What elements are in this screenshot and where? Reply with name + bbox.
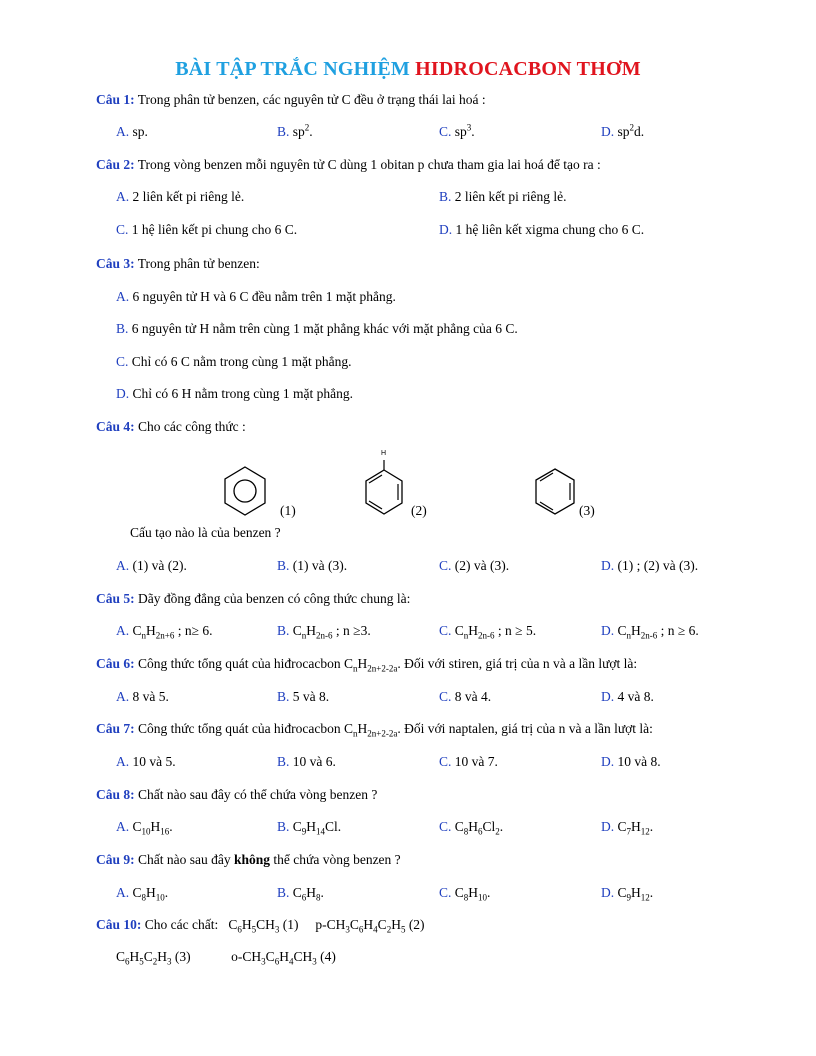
options-2-row-2: [0, 222, 816, 242]
question-label: Câu 3:: [96, 256, 135, 271]
option-b: B. $sp^2$.: [277, 122, 313, 139]
option-b: B. 2 liên kết pi riêng lẻ.: [439, 189, 567, 204]
options-9: [0, 885, 816, 905]
option-a: A. 10 và 5.: [116, 754, 176, 769]
page-title: [0, 58, 816, 81]
question-text: Trong vòng benzen mỗi nguyên tử C dùng 1 obitan p chưa tham gia lai hoá để tạo ra :: [137, 157, 601, 172]
question-5: [96, 591, 410, 607]
option-d: D. $C_7H_{12}$.: [601, 819, 654, 837]
question-label: Câu 2:: [96, 157, 135, 172]
option-b: B. 6 nguyên tử H nằm trên cùng 1 mặt phẳng khác với mặt phẳng của 6 C.: [116, 321, 518, 336]
question-6: Câu 6: Công thức tổng quát của hiđrocacbon $C_nH_{2n+2-2a}$. Đối với stiren, giá trị của n và a lần lượt là:: [96, 656, 638, 674]
option-a: A. sp.: [116, 124, 148, 139]
option-b: B. 10 và 6.: [277, 754, 336, 769]
option-a: A. 2 liên kết pi riêng lẻ.: [116, 189, 245, 204]
option-a: A. 8 và 5.: [116, 689, 169, 704]
question-text: Cho các công thức :: [138, 419, 246, 434]
question-8: [96, 787, 377, 803]
option-c: C. $C_8H_6Cl_2$.: [439, 819, 504, 837]
option-b: B. $C_nH_{2n-6}$ ; n ≥3.: [277, 623, 371, 641]
option-c: C. 8 và 4.: [439, 689, 492, 704]
option-d: D. 1 hệ liên kết xigma chung cho 6 C.: [439, 222, 645, 237]
option-c: C. 1 hệ liên kết pi chung cho 6 C.: [116, 222, 298, 237]
question-3: [96, 256, 260, 272]
question-2: [96, 157, 601, 173]
option-d: D. Chỉ có 6 H nằm trong cùng 1 mặt phẳng.: [116, 386, 353, 401]
options-7: [0, 754, 816, 774]
question-10-line-2: $C_6H_5C_2H_3$ (3) $o-CH_3C_6H_4CH_3$ (4): [116, 949, 336, 967]
option-b: B. 5 và 8.: [277, 689, 330, 704]
option-d: D. 4 và 8.: [601, 689, 654, 704]
option-c: C. $sp^3$.: [439, 122, 475, 139]
option-d: D. $C_nH_{2n-6}$ ; n ≥ 6.: [601, 623, 699, 641]
options-1: [0, 124, 816, 144]
question-9: Câu 9: Chất nào sau đây không thể chứa vòng benzen ?: [96, 852, 401, 867]
option-a: A. $C_nH_{2n+6}$ ; n≥ 6.: [116, 623, 213, 641]
option-c: C. Chỉ có 6 C nằm trong cùng 1 mặt phẳng.: [116, 354, 352, 369]
question-10: Câu 10: Cho các chất: $C_6H_5CH_3$ (1) $p-CH_3C_6H_4C_2H_5$ (2): [96, 917, 425, 935]
option-a: A. $C_{10}H_{16}$.: [116, 819, 173, 837]
options-6: [0, 689, 816, 709]
option-d: D. 10 và 8.: [601, 754, 661, 769]
option-a: A. $C_8H_{10}$.: [116, 885, 169, 903]
question-1: [96, 92, 486, 108]
option-b: B. $C_9H_{14}Cl$.: [277, 819, 342, 837]
question-label: Câu 8:: [96, 787, 135, 802]
options-8: [0, 819, 816, 839]
option-b: B. $C_6H_8$.: [277, 885, 324, 903]
options-4: [0, 558, 816, 578]
structure-label-1: (1): [280, 503, 296, 518]
option-c: C. (2) và (3).: [439, 558, 510, 573]
option-a: A. 6 nguyên tử H và 6 C đều nằm trên 1 mặt phẳng.: [116, 289, 396, 304]
option-d: D. (1) ; (2) và (3).: [601, 558, 699, 573]
question-4: [96, 419, 246, 435]
title-part-2: HIDROCACBON THƠM: [415, 58, 641, 80]
question-label: Câu 5:: [96, 591, 135, 606]
option-c: C. 10 và 7.: [439, 754, 498, 769]
question-label: Câu 9:: [96, 852, 135, 867]
question-text: Trong phân tử benzen:: [137, 256, 260, 271]
title-part-1: BÀI TẬP TRẮC NGHIỆM: [175, 58, 410, 80]
question-label: Câu 10:: [96, 917, 142, 932]
question-label: Câu 4:: [96, 419, 135, 434]
option-d: D. $sp^2d$.: [601, 122, 645, 139]
question-4-prompt: Cấu tạo nào là của benzen ?: [130, 525, 281, 540]
option-b: B. (1) và (3).: [277, 558, 348, 573]
structure-label-2: (2): [411, 503, 427, 518]
question-label: Câu 7:: [96, 721, 135, 736]
options-2-row-1: [0, 189, 816, 209]
question-text: Dãy đồng đẳng của benzen có công thức chung là:: [138, 591, 411, 606]
option-c: C. $C_8H_{10}$.: [439, 885, 491, 903]
options-5: [0, 623, 816, 643]
question-label: Câu 1:: [96, 92, 135, 107]
question-7: Câu 7: Công thức tổng quát của hiđrocacbon $C_nH_{2n+2-2a}$. Đối với naptalen, giá trị của n và a lần lượt là:: [96, 721, 653, 739]
question-text: Chất nào sau đây có thể chứa vòng benzen ?: [138, 787, 378, 802]
structure-label-3: (3): [579, 503, 595, 518]
option-d: D. $C_9H_{12}$.: [601, 885, 654, 903]
question-text: Trong phân tử benzen, các nguyên tử C đều ở trạng thái lai hoá :: [137, 92, 486, 107]
option-a: A. (1) và (2).: [116, 558, 187, 573]
benzene-kekule-h-structure: [360, 458, 408, 520]
hydrogen-label: H: [381, 450, 387, 457]
option-c: C. $C_nH_{2n-6}$ ; n ≥ 5.: [439, 623, 537, 641]
question-label: Câu 6:: [96, 656, 135, 671]
benzene-circle-structure: [221, 465, 269, 517]
benzene-kekule-structure: [532, 467, 578, 517]
